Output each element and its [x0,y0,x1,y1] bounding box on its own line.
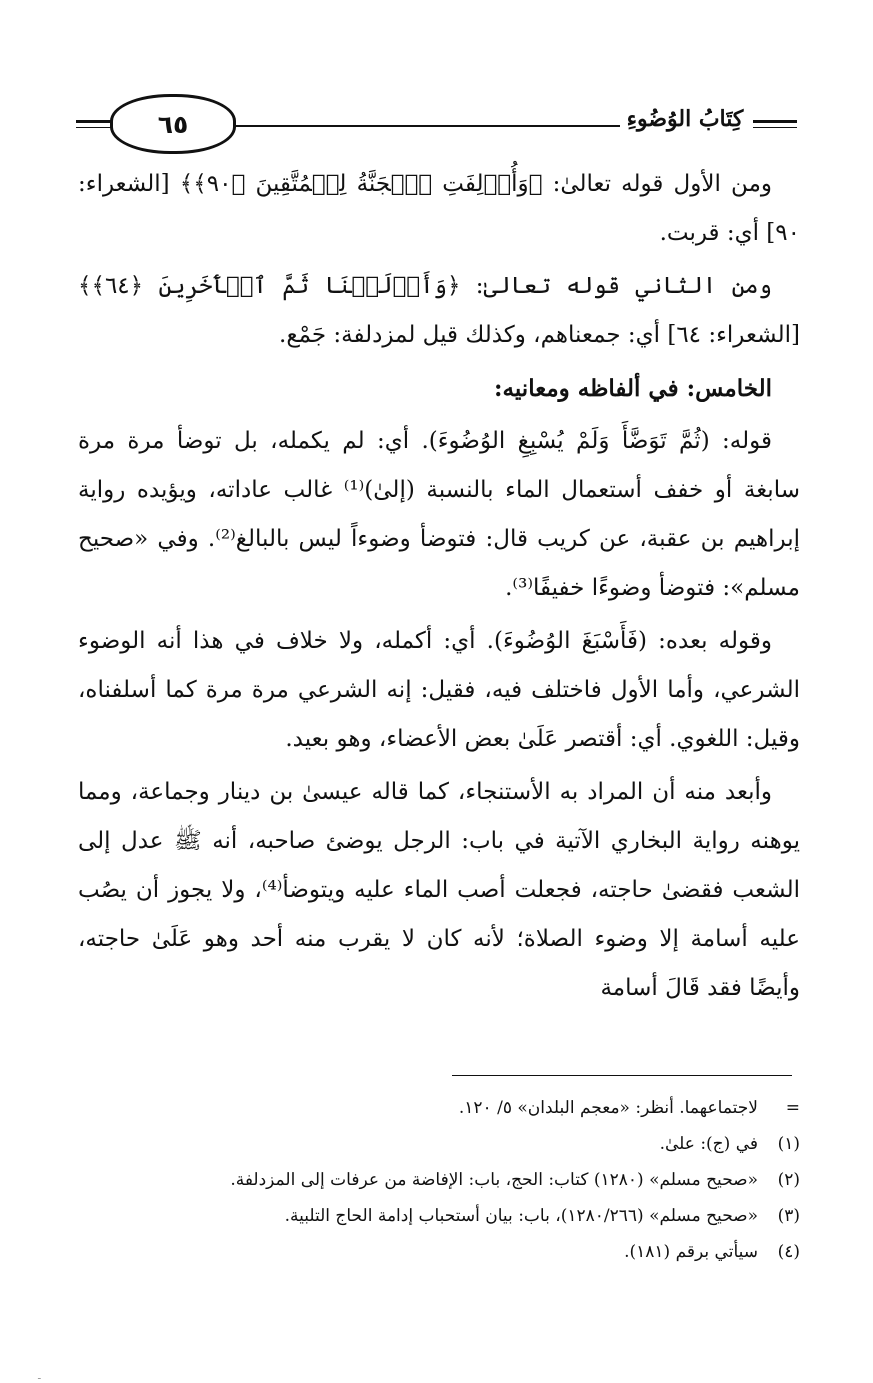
paragraph-3: قوله: (ثُمَّ تَوَضَّأَ وَلَمْ يُسْبِغِ الوُضُوءَ). أي: لم يكمله، بل توضأ مرة مرة سابغة أو خفف أستعمال الماء بالنسبة (إلىٰ)⁽¹⁾ غالب عاداته، ويؤيده رواية إبراهيم بن عقبة، عن كريب قال: فتوضأ وضوءاً ليس بالبالغ⁽²⁾. وفي «صحيح مسلم»: فتوضأ وضوءًا خفيفًا⁽³⁾. [78,428,800,601]
header-rule-right-thick [753,120,797,123]
footnote-mark: (٢) [777,1170,800,1190]
footnote-text: «صحيح مسلم» (١٢٨٠/٢٦٦)، باب: بيان أستحباب إدامة الحاج التلبية. [284,1206,758,1226]
page-number-oval [110,94,236,154]
footnote-mark: (٤) [777,1242,800,1262]
footnote-mark: = [785,1098,800,1118]
footnote-separator [452,1075,792,1076]
footnote-mark: (٣) [777,1206,800,1226]
paragraph-4: وقوله بعده: (فَأَسْبَغَ الوُضُوءَ). أي: أكمله، ولا خلاف في هذا أنه الوضوء الشرعي، وأما الأول فاختلف فيه، فقيل: إنه الشرعي مرة مرة كما أسلفناه، وقيل: اللغوي. أي: أقتصر عَلَىٰ بعض الأعضاء، وهو بعيد. [78,628,800,752]
footnote-text: سيأتي برقم (١٨١). [624,1242,758,1262]
page-number: ٦٥ [157,109,189,139]
footnote-continued [70,1090,800,1126]
footnote-2 [70,1162,800,1198]
section-heading: الخامس: في ألفاظه ومعانيه: [494,375,772,402]
footnote-text: لاجتماعهما. أنظر: «معجم البلدان» ٥/ ١٢٠. [458,1098,758,1118]
paragraph-2: ومن الثاني قوله تعالىٰ: ﴿وَأَزۡلَفۡنَا ثَمَّ ٱلۡأٓخَرِينَ ﴿٦٤﴾﴾ [الشعراء: ٦٤] أي: جمعناهم، وكذلك قيل لمزدلفة: جَمْع. [78,273,800,348]
paragraph-5: وأبعد منه أن المراد به الأستنجاء، كما قاله عيسىٰ بن دينار وجماعة، ومما يوهنه رواية البخاري الآتية في باب: الرجل يوضئ صاحبه، أنه ﷺ عدل إلى الشعب فقضىٰ حاجته، فجعلت أصب الماء عليه ويتوضأ⁽⁴⁾، ولا يجوز أن يصُب عليه أسامة إلا وضوء الصلاة؛ لأنه كان لا يقرب منه أحد وهو عَلَىٰ حاجته، وأيضًا فقد قَالَ أسامة [78,779,800,1001]
footnote-3 [70,1198,800,1234]
header-rule-middle [232,125,620,127]
main-text [78,160,800,1017]
footnote-4 [70,1234,800,1270]
running-header [70,92,800,152]
footnotes [70,1090,800,1270]
header-rule-right-thin [753,127,797,128]
footnote-text: في (ج): علىٰ. [659,1134,758,1154]
footnote-mark: (١) [777,1134,800,1154]
footnote-1 [70,1126,800,1162]
footnote-text: «صحيح مسلم» (١٢٨٠) كتاب: الحج، باب: الإفاضة من عرفات إلى المزدلفة. [230,1170,758,1190]
margin-mark: ـ [38,1372,41,1382]
running-title: كِتَابُ الوُضُوءِ [626,106,744,132]
paragraph-1: ومن الأول قوله تعالىٰ: ﴿وَأُزۡلِفَتِ ٱلۡجَنَّةُ لِلۡمُتَّقِينَ ﴿٩٠﴾﴾ [الشعراء: ٩٠] أي: قربت. [78,171,800,246]
